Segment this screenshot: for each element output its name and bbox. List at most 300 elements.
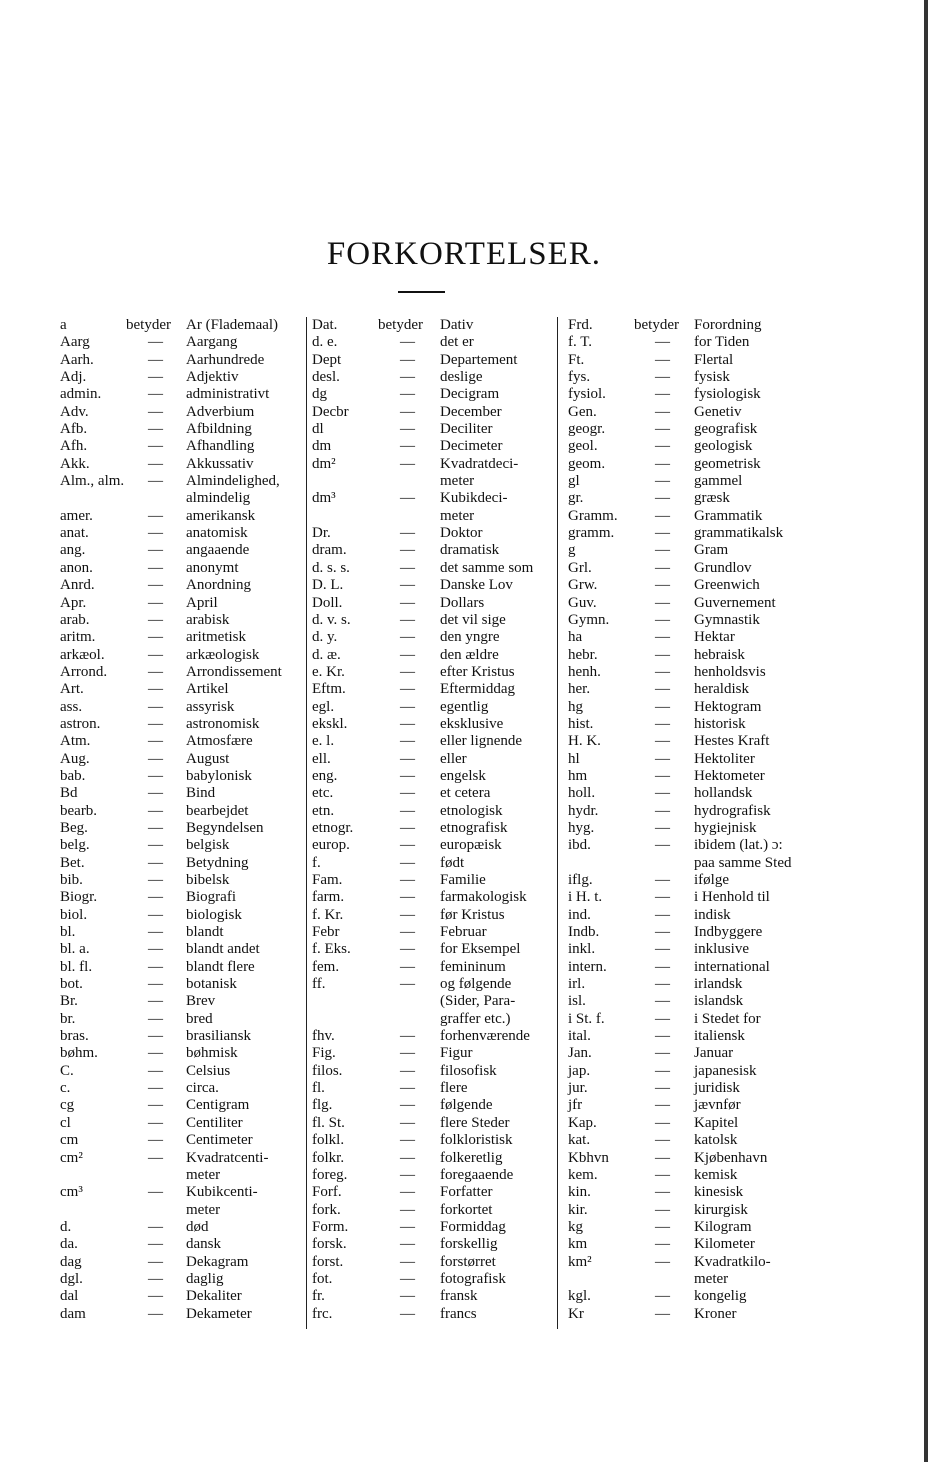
abbreviation: bl. fl. bbox=[60, 958, 93, 975]
separator: — bbox=[148, 438, 163, 455]
separator: — bbox=[655, 993, 670, 1010]
separator: — bbox=[655, 1045, 670, 1062]
abbreviation: Kbhvn bbox=[568, 1149, 609, 1166]
abbreviation: belg. bbox=[60, 837, 90, 854]
meaning: botanisk bbox=[186, 976, 237, 993]
abbreviation-entry bbox=[312, 577, 556, 594]
separator: — bbox=[655, 1097, 670, 1114]
abbreviation: fem. bbox=[312, 958, 340, 975]
abbreviation-entry bbox=[60, 595, 300, 612]
separator: — bbox=[148, 924, 163, 941]
meaning: angaaende bbox=[186, 542, 250, 559]
meaning: heraldisk bbox=[694, 681, 749, 698]
abbreviation: Beg. bbox=[60, 819, 88, 836]
separator: — bbox=[655, 1010, 670, 1027]
meaning: Dollars bbox=[440, 594, 485, 611]
abbreviation-entry bbox=[568, 855, 816, 872]
abbreviation: bras. bbox=[60, 1028, 89, 1045]
abbreviation-entry bbox=[568, 595, 816, 612]
abbreviation-entry bbox=[60, 1288, 300, 1305]
separator: — bbox=[148, 507, 163, 524]
abbreviation: arkæol. bbox=[60, 646, 105, 663]
meaning: blandt andet bbox=[186, 941, 260, 958]
separator: — bbox=[400, 1288, 415, 1305]
abbreviation: Dr. bbox=[312, 525, 331, 542]
abbreviation: Kap. bbox=[568, 1114, 597, 1131]
separator: — bbox=[400, 403, 415, 420]
meaning: geologisk bbox=[694, 438, 753, 455]
abbreviation: irl. bbox=[568, 976, 586, 993]
separator: — bbox=[148, 663, 163, 680]
meaning: Hektogram bbox=[694, 698, 762, 715]
abbreviation-entry bbox=[60, 438, 300, 455]
abbreviation-entry bbox=[312, 1288, 556, 1305]
abbreviation-entry bbox=[568, 976, 816, 993]
abbreviation: Febr bbox=[312, 924, 340, 941]
abbreviation-entry bbox=[60, 872, 300, 889]
separator: — bbox=[400, 1218, 415, 1235]
meaning: foregaaende bbox=[440, 1166, 514, 1183]
abbreviation-entry bbox=[312, 1184, 556, 1201]
meaning: etnologisk bbox=[440, 802, 503, 819]
meaning: geografisk bbox=[694, 421, 758, 438]
abbreviation-entry bbox=[60, 699, 300, 716]
abbreviation: fot. bbox=[312, 1270, 333, 1287]
abbreviation-entry bbox=[568, 1219, 816, 1236]
abbreviation-entry bbox=[60, 768, 300, 785]
abbreviation: bot. bbox=[60, 976, 83, 993]
abbreviation-entry bbox=[60, 907, 300, 924]
abbreviation: Br. bbox=[60, 993, 78, 1010]
meaning: August bbox=[186, 750, 230, 767]
abbreviation: Frd. bbox=[568, 317, 593, 333]
abbreviation-entry bbox=[60, 803, 300, 820]
abbreviation: forsk. bbox=[312, 1236, 347, 1253]
separator: — bbox=[400, 1028, 415, 1045]
meaning: Dativ bbox=[440, 317, 474, 333]
separator: — bbox=[148, 577, 163, 594]
separator: — bbox=[148, 1270, 163, 1287]
abbreviation: gr. bbox=[568, 490, 584, 507]
abbreviation: D. L. bbox=[312, 577, 344, 594]
meaning: Brev bbox=[186, 993, 216, 1010]
meaning: Artikel bbox=[186, 681, 229, 698]
meaning: ibidem (lat.) ɔ: bbox=[694, 837, 783, 854]
abbreviation: kgl. bbox=[568, 1288, 591, 1305]
separator: — bbox=[148, 767, 163, 784]
abbreviation: fr. bbox=[312, 1288, 325, 1305]
abbreviation-entry bbox=[312, 959, 556, 976]
abbreviation-entry bbox=[312, 837, 556, 854]
abbreviation-entry bbox=[568, 907, 816, 924]
separator: — bbox=[655, 924, 670, 941]
meaning: Flertal bbox=[694, 351, 734, 368]
meaning: Kilogram bbox=[694, 1218, 752, 1235]
abbreviation-entry bbox=[60, 1063, 300, 1080]
abbreviation: Adj. bbox=[60, 369, 87, 386]
abbreviation-entry bbox=[60, 1254, 300, 1271]
abbreviation: Gramm. bbox=[568, 507, 618, 524]
abbreviation: Fig. bbox=[312, 1045, 336, 1062]
meaning: December bbox=[440, 403, 502, 420]
meaning: Kroner bbox=[694, 1305, 737, 1322]
meaning: aritmetisk bbox=[186, 629, 246, 646]
separator: — bbox=[655, 1114, 670, 1131]
separator: — bbox=[400, 802, 415, 819]
separator: — bbox=[400, 733, 415, 750]
abbreviation-entry bbox=[60, 1306, 300, 1323]
abbreviation: kem. bbox=[568, 1166, 598, 1183]
abbreviation: kg bbox=[568, 1218, 583, 1235]
separator: — bbox=[400, 924, 415, 941]
meaning: græsk bbox=[694, 490, 730, 507]
separator: — bbox=[148, 1080, 163, 1097]
abbreviation-entry bbox=[312, 352, 556, 369]
abbreviation-entry bbox=[60, 1132, 300, 1149]
meaning: eksklusive bbox=[440, 715, 504, 732]
separator: — bbox=[655, 1305, 670, 1322]
abbreviation: ibd. bbox=[568, 837, 591, 854]
column-divider bbox=[557, 317, 558, 1329]
abbreviation: ang. bbox=[60, 542, 86, 559]
abbreviation-entry bbox=[568, 959, 816, 976]
meaning: Adjektiv bbox=[186, 369, 239, 386]
abbreviation: f. bbox=[312, 854, 321, 871]
meaning: Gymnastik bbox=[694, 611, 760, 628]
separator: — bbox=[655, 958, 670, 975]
separator: — bbox=[148, 889, 163, 906]
meaning: fysiologisk bbox=[694, 386, 761, 403]
meaning: Kapitel bbox=[694, 1114, 739, 1131]
meaning: Indbyggere bbox=[694, 924, 763, 941]
abbreviation-entry bbox=[60, 993, 300, 1010]
meaning: flere bbox=[440, 1080, 468, 1097]
meaning: europæisk bbox=[440, 837, 502, 854]
meaning: Kvadratcenti- bbox=[186, 1149, 269, 1166]
abbreviation-entry bbox=[312, 317, 556, 334]
meaning: graffer etc.) bbox=[440, 1010, 511, 1027]
abbreviation: hg bbox=[568, 698, 583, 715]
abbreviation: Guv. bbox=[568, 594, 597, 611]
meaning: geometrisk bbox=[694, 455, 761, 472]
abbreviation: a bbox=[60, 317, 67, 333]
abbreviation: Form. bbox=[312, 1218, 349, 1235]
abbreviation: desl. bbox=[312, 369, 340, 386]
meaning: meter bbox=[186, 1166, 221, 1183]
meaning: inklusive bbox=[694, 941, 749, 958]
meaning: jævnfør bbox=[694, 1097, 741, 1114]
meaning: Gram bbox=[694, 542, 729, 559]
separator: — bbox=[655, 611, 670, 628]
abbreviation: fysiol. bbox=[568, 386, 606, 403]
meaning: Grammatik bbox=[694, 507, 763, 524]
abbreviation-entry bbox=[312, 560, 556, 577]
abbreviation: dgl. bbox=[60, 1270, 83, 1287]
abbreviation-entry bbox=[312, 751, 556, 768]
meaning: farmakologisk bbox=[440, 889, 527, 906]
abbreviation-entry bbox=[312, 421, 556, 438]
abbreviation-entry bbox=[312, 542, 556, 559]
abbreviation: Biogr. bbox=[60, 889, 98, 906]
abbreviation-entry bbox=[312, 1115, 556, 1132]
abbreviation-entry bbox=[312, 438, 556, 455]
meaning: Biografi bbox=[186, 889, 236, 906]
abbreviation: Grl. bbox=[568, 559, 592, 576]
abbreviation: bl. bbox=[60, 924, 76, 941]
meaning: Betydning bbox=[186, 854, 249, 871]
meaning: før Kristus bbox=[440, 906, 505, 923]
abbreviation: e. l. bbox=[312, 733, 335, 750]
abbreviation: dram. bbox=[312, 542, 347, 559]
meaning: fotografisk bbox=[440, 1270, 506, 1287]
meaning: Doktor bbox=[440, 525, 483, 542]
abbreviation: Arrond. bbox=[60, 663, 108, 680]
abbreviation-entry bbox=[568, 1236, 816, 1253]
abbreviation-entry bbox=[568, 733, 816, 750]
meaning: islandsk bbox=[694, 993, 744, 1010]
separator: — bbox=[655, 455, 670, 472]
abbreviation-entry bbox=[60, 820, 300, 837]
meaning: katolsk bbox=[694, 1132, 738, 1149]
abbreviation: ell. bbox=[312, 750, 331, 767]
abbreviation-entry bbox=[312, 889, 556, 906]
abbreviation-entry bbox=[60, 664, 300, 681]
abbreviation-entry bbox=[60, 924, 300, 941]
abbreviation-entry bbox=[568, 664, 816, 681]
abbreviation: fys. bbox=[568, 369, 591, 386]
meaning: Decimeter bbox=[440, 438, 503, 455]
abbreviation: hebr. bbox=[568, 646, 598, 663]
abbreviation: f. T. bbox=[568, 334, 593, 351]
abbreviation: cm³ bbox=[60, 1184, 83, 1201]
abbreviation: d. e. bbox=[312, 334, 338, 351]
abbreviation-entry bbox=[312, 872, 556, 889]
abbreviation: anat. bbox=[60, 525, 89, 542]
abbreviation-entry bbox=[568, 1306, 816, 1323]
abbreviation-entry bbox=[312, 993, 556, 1010]
abbreviation: Fam. bbox=[312, 872, 343, 888]
abbreviation: da. bbox=[60, 1236, 78, 1253]
abbreviation: kir. bbox=[568, 1201, 588, 1218]
separator: — bbox=[655, 715, 670, 732]
abbreviation-entry bbox=[60, 785, 300, 802]
abbreviation: d. v. s. bbox=[312, 611, 351, 628]
abbreviation: kin. bbox=[568, 1184, 591, 1201]
meaning: det er bbox=[440, 334, 474, 351]
meaning: bred bbox=[186, 1010, 213, 1027]
separator: — bbox=[400, 872, 415, 888]
abbreviation-entry bbox=[60, 976, 300, 993]
separator: — bbox=[148, 1288, 163, 1305]
abbreviation-entry bbox=[312, 1271, 556, 1288]
separator: — bbox=[148, 1305, 163, 1322]
abbreviation: d. y. bbox=[312, 629, 338, 646]
meaning: grammatikalsk bbox=[694, 525, 784, 542]
separator: — bbox=[148, 1184, 163, 1201]
meaning: ifølge bbox=[694, 872, 729, 888]
separator: — bbox=[655, 889, 670, 906]
meaning: Hektoliter bbox=[694, 750, 755, 767]
separator: — bbox=[655, 577, 670, 594]
abbreviation-entry bbox=[60, 1184, 300, 1201]
meaning: Decigram bbox=[440, 386, 500, 403]
meaning: eller lignende bbox=[440, 733, 523, 750]
meaning: Genetiv bbox=[694, 403, 742, 420]
meaning: meter bbox=[186, 1201, 221, 1218]
meaning: dansk bbox=[186, 1236, 221, 1253]
meaning: egentlig bbox=[440, 698, 489, 715]
separator: — bbox=[148, 1236, 163, 1253]
meaning: astronomisk bbox=[186, 715, 260, 732]
abbreviation-entry bbox=[60, 1115, 300, 1132]
meaning: amerikansk bbox=[186, 507, 256, 524]
abbreviation-entry bbox=[312, 664, 556, 681]
abbreviation-entry bbox=[312, 473, 556, 490]
meaning: Almindelighed, bbox=[186, 473, 280, 490]
abbreviation: Doll. bbox=[312, 594, 343, 611]
meaning: for Tiden bbox=[694, 334, 750, 351]
separator: — bbox=[148, 837, 163, 854]
separator: — bbox=[655, 490, 670, 507]
separator: — bbox=[655, 1288, 670, 1305]
abbreviation-entry bbox=[60, 629, 300, 646]
meaning: brasiliansk bbox=[186, 1028, 251, 1045]
abbreviation: europ. bbox=[312, 837, 350, 854]
separator: — bbox=[148, 854, 163, 871]
abbreviation-entry bbox=[312, 1167, 556, 1184]
separator: — bbox=[655, 802, 670, 819]
abbreviation: Gymn. bbox=[568, 611, 610, 628]
separator: — bbox=[400, 1097, 415, 1114]
abbreviation: farm. bbox=[312, 889, 345, 906]
abbreviation: hyg. bbox=[568, 819, 595, 836]
abbreviation: flg. bbox=[312, 1097, 333, 1114]
abbreviation: dm³ bbox=[312, 490, 336, 507]
abbreviation: Afb. bbox=[60, 421, 88, 438]
abbreviation: hydr. bbox=[568, 802, 599, 819]
meaning: Figur bbox=[440, 1045, 473, 1062]
meaning: født bbox=[440, 854, 465, 871]
meaning: fransk bbox=[440, 1288, 478, 1305]
abbreviation: etc. bbox=[312, 785, 334, 802]
separator: — bbox=[400, 1236, 415, 1253]
abbreviation-entry bbox=[568, 525, 816, 542]
separator: — bbox=[655, 559, 670, 576]
abbreviation-entry bbox=[60, 386, 300, 403]
meaning: Kubikdeci- bbox=[440, 490, 508, 507]
abbreviation: f. Eks. bbox=[312, 941, 351, 958]
meaning: Kubikcenti- bbox=[186, 1184, 258, 1201]
column-1 bbox=[60, 317, 300, 1323]
meaning: meter bbox=[694, 1270, 729, 1287]
meaning: Formiddag bbox=[440, 1218, 506, 1235]
meaning: Grundlov bbox=[694, 559, 752, 576]
abbreviation-entry bbox=[312, 803, 556, 820]
separator: — bbox=[400, 1132, 415, 1149]
meaning: assyrisk bbox=[186, 698, 235, 715]
separator: — bbox=[655, 1166, 670, 1183]
abbreviation: gl bbox=[568, 473, 580, 490]
abbreviation-entry bbox=[312, 595, 556, 612]
meaning: død bbox=[186, 1218, 209, 1235]
separator: — bbox=[148, 629, 163, 646]
separator: — bbox=[400, 386, 415, 403]
abbreviation: dag bbox=[60, 1253, 82, 1270]
meaning: Kvadratdeci- bbox=[440, 455, 519, 472]
separator: — bbox=[655, 750, 670, 767]
abbreviation-entry bbox=[568, 386, 816, 403]
abbreviation: dal bbox=[60, 1288, 79, 1305]
meaning: Afhandling bbox=[186, 438, 255, 455]
separator: — bbox=[655, 421, 670, 438]
separator: — bbox=[400, 1062, 415, 1079]
meaning: italiensk bbox=[694, 1028, 745, 1045]
separator: — bbox=[400, 906, 415, 923]
separator: — bbox=[400, 976, 415, 993]
abbreviation: jfr bbox=[568, 1097, 583, 1114]
abbreviation-entry bbox=[60, 1236, 300, 1253]
abbreviation: geogr. bbox=[568, 421, 606, 438]
abbreviation: geom. bbox=[568, 455, 606, 472]
separator: — bbox=[655, 1062, 670, 1079]
abbreviation: Kr bbox=[568, 1305, 584, 1322]
abbreviation-entry bbox=[568, 404, 816, 421]
abbreviation: dm² bbox=[312, 455, 336, 472]
abbreviation: Decbr bbox=[312, 403, 349, 420]
meaning: Kvadratkilo- bbox=[694, 1253, 771, 1270]
separator: — bbox=[148, 941, 163, 958]
abbreviation-entry bbox=[312, 612, 556, 629]
meaning: efter Kristus bbox=[440, 663, 515, 680]
separator: — bbox=[655, 386, 670, 403]
separator: — bbox=[148, 1218, 163, 1235]
separator: — bbox=[148, 455, 163, 472]
abbreviation: i H. t. bbox=[568, 889, 603, 906]
separator: — bbox=[655, 663, 670, 680]
abbreviation-entry bbox=[568, 369, 816, 386]
meaning: hebraisk bbox=[694, 646, 745, 663]
abbreviation-entry bbox=[60, 751, 300, 768]
meaning: forhenværende bbox=[440, 1028, 530, 1045]
meaning: japanesisk bbox=[694, 1062, 757, 1079]
abbreviation-entry bbox=[312, 1011, 556, 1028]
meaning: filosofisk bbox=[440, 1062, 497, 1079]
abbreviation-entry bbox=[568, 1202, 816, 1219]
separator: — bbox=[655, 507, 670, 524]
abbreviation-entry bbox=[312, 490, 556, 507]
abbreviation: cm² bbox=[60, 1149, 83, 1166]
separator: — bbox=[148, 559, 163, 576]
separator: betyder bbox=[378, 317, 423, 333]
meaning: dramatisk bbox=[440, 542, 500, 559]
abbreviation-entry bbox=[60, 681, 300, 698]
abbreviation-entry bbox=[312, 647, 556, 664]
separator: — bbox=[400, 1045, 415, 1062]
abbreviation-entry bbox=[312, 699, 556, 716]
abbreviation: Afh. bbox=[60, 438, 88, 455]
abbreviation: Aarg bbox=[60, 334, 90, 351]
abbreviation: bøhm. bbox=[60, 1045, 98, 1062]
abbreviation-entry bbox=[568, 1045, 816, 1062]
meaning: meter bbox=[440, 507, 475, 524]
separator: — bbox=[400, 490, 415, 507]
abbreviation: bl. a. bbox=[60, 941, 90, 958]
abbreviation: d. s. s. bbox=[312, 559, 350, 576]
meaning: Anordning bbox=[186, 577, 251, 594]
separator: — bbox=[400, 854, 415, 871]
separator: — bbox=[655, 1201, 670, 1218]
abbreviation-entry bbox=[60, 404, 300, 421]
